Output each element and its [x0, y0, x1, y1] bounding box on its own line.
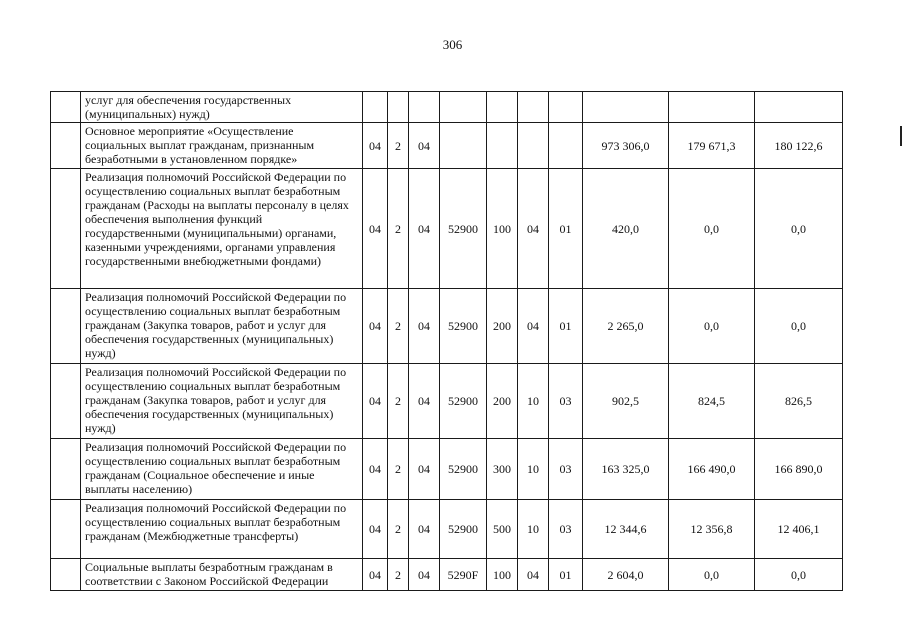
code-cell: 2 — [388, 364, 409, 439]
code-cell: 2 — [388, 500, 409, 559]
amount-cell — [669, 92, 755, 123]
table-row — [51, 439, 843, 500]
code-cell — [440, 92, 487, 123]
code-cell: 500 — [487, 500, 518, 559]
code-cell: 200 — [487, 364, 518, 439]
code-cell: 04 — [518, 169, 549, 289]
code-cell: 2 — [388, 289, 409, 364]
index-cell — [51, 364, 81, 439]
code-cell: 04 — [363, 169, 388, 289]
code-cell: 03 — [549, 364, 583, 439]
code-cell: 2 — [388, 169, 409, 289]
code-cell: 04 — [363, 289, 388, 364]
table-row — [51, 559, 843, 591]
code-cell — [440, 123, 487, 169]
code-cell: 04 — [409, 169, 440, 289]
code-cell: 52900 — [440, 500, 487, 559]
code-cell — [549, 92, 583, 123]
row-name: услуг для обеспечения государственных (муниципальных) нужд) — [81, 92, 363, 123]
amount-cell: 973 306,0 — [583, 123, 669, 169]
code-cell — [487, 123, 518, 169]
code-cell: 01 — [549, 169, 583, 289]
table-row — [51, 123, 843, 169]
row-name: Реализация полномочий Российской Федерации по осуществлению социальных выплат безработным гражданам (Расходы на выплаты персоналу в целях обеспечения выполнения функций государственными (муниципальными) органами, казенными учреждениями, органами управления государственными внебюджетными фондами) — [81, 169, 363, 289]
amount-cell: 420,0 — [583, 169, 669, 289]
table-row — [51, 289, 843, 364]
amount-cell: 2 265,0 — [583, 289, 669, 364]
table-row — [51, 364, 843, 439]
code-cell: 04 — [518, 289, 549, 364]
amount-cell: 180 122,6 — [755, 123, 843, 169]
amount-cell: 824,5 — [669, 364, 755, 439]
amount-cell: 12 406,1 — [755, 500, 843, 559]
amount-cell: 0,0 — [669, 169, 755, 289]
table-row — [51, 92, 843, 123]
code-cell: 200 — [487, 289, 518, 364]
code-cell — [388, 92, 409, 123]
row-name: Социальные выплаты безработным гражданам в соответствии с Законом Российской Федерации — [81, 559, 363, 591]
table-row — [51, 500, 843, 559]
code-cell: 04 — [409, 500, 440, 559]
amount-cell: 166 490,0 — [669, 439, 755, 500]
amount-cell: 12 344,6 — [583, 500, 669, 559]
row-name: Реализация полномочий Российской Федерации по осуществлению социальных выплат безработным гражданам (Закупка товаров, работ и услуг для обеспечения государственных (муниципальных) нужд) — [81, 364, 363, 439]
index-cell — [51, 92, 81, 123]
code-cell: 04 — [409, 289, 440, 364]
code-cell — [487, 92, 518, 123]
table-row — [51, 169, 843, 289]
index-cell — [51, 559, 81, 591]
code-cell — [409, 92, 440, 123]
code-cell: 03 — [549, 439, 583, 500]
budget-table — [50, 91, 843, 591]
amount-cell: 0,0 — [755, 289, 843, 364]
code-cell — [518, 92, 549, 123]
code-cell: 01 — [549, 559, 583, 591]
code-cell: 100 — [487, 169, 518, 289]
amount-cell: 902,5 — [583, 364, 669, 439]
code-cell: 04 — [363, 364, 388, 439]
page-number: 306 — [442, 37, 463, 52]
code-cell: 10 — [518, 500, 549, 559]
amount-cell: 166 890,0 — [755, 439, 843, 500]
code-cell: 52900 — [440, 439, 487, 500]
index-cell — [51, 289, 81, 364]
code-cell: 04 — [409, 559, 440, 591]
code-cell: 03 — [549, 500, 583, 559]
amount-cell: 0,0 — [669, 289, 755, 364]
code-cell: 04 — [363, 559, 388, 591]
amount-cell — [583, 92, 669, 123]
row-name: Основное мероприятие «Осуществление социальных выплат гражданам, признанным безработными в установленном порядке» — [81, 123, 363, 169]
amount-cell: 12 356,8 — [669, 500, 755, 559]
index-cell — [51, 123, 81, 169]
code-cell: 04 — [363, 123, 388, 169]
margin-mark — [900, 126, 902, 146]
amount-cell: 0,0 — [755, 559, 843, 591]
code-cell: 10 — [518, 364, 549, 439]
row-name: Реализация полномочий Российской Федерации по осуществлению социальных выплат безработным гражданам (Закупка товаров, работ и услуг для обеспечения государственных (муниципальных) нужд) — [81, 289, 363, 364]
code-cell: 5290F — [440, 559, 487, 591]
code-cell — [549, 123, 583, 169]
code-cell: 01 — [549, 289, 583, 364]
amount-cell: 0,0 — [669, 559, 755, 591]
code-cell: 04 — [409, 123, 440, 169]
amount-cell: 179 671,3 — [669, 123, 755, 169]
code-cell: 04 — [409, 439, 440, 500]
amount-cell: 0,0 — [755, 169, 843, 289]
code-cell: 52900 — [440, 169, 487, 289]
code-cell: 52900 — [440, 289, 487, 364]
row-name: Реализация полномочий Российской Федерации по осуществлению социальных выплат безработным гражданам (Межбюджетные трансферты) — [81, 500, 363, 559]
code-cell: 2 — [388, 439, 409, 500]
amount-cell: 163 325,0 — [583, 439, 669, 500]
amount-cell: 826,5 — [755, 364, 843, 439]
code-cell: 10 — [518, 439, 549, 500]
code-cell: 04 — [363, 500, 388, 559]
code-cell: 04 — [363, 439, 388, 500]
amount-cell — [755, 92, 843, 123]
code-cell: 300 — [487, 439, 518, 500]
code-cell — [518, 123, 549, 169]
index-cell — [51, 500, 81, 559]
code-cell: 04 — [409, 364, 440, 439]
row-name: Реализация полномочий Российской Федерации по осуществлению социальных выплат безработным гражданам (Социальное обеспечение и иные выплаты населению) — [81, 439, 363, 500]
index-cell — [51, 169, 81, 289]
index-cell — [51, 439, 81, 500]
code-cell: 2 — [388, 123, 409, 169]
code-cell: 04 — [518, 559, 549, 591]
code-cell: 100 — [487, 559, 518, 591]
amount-cell: 2 604,0 — [583, 559, 669, 591]
code-cell — [363, 92, 388, 123]
code-cell: 2 — [388, 559, 409, 591]
code-cell: 52900 — [440, 364, 487, 439]
